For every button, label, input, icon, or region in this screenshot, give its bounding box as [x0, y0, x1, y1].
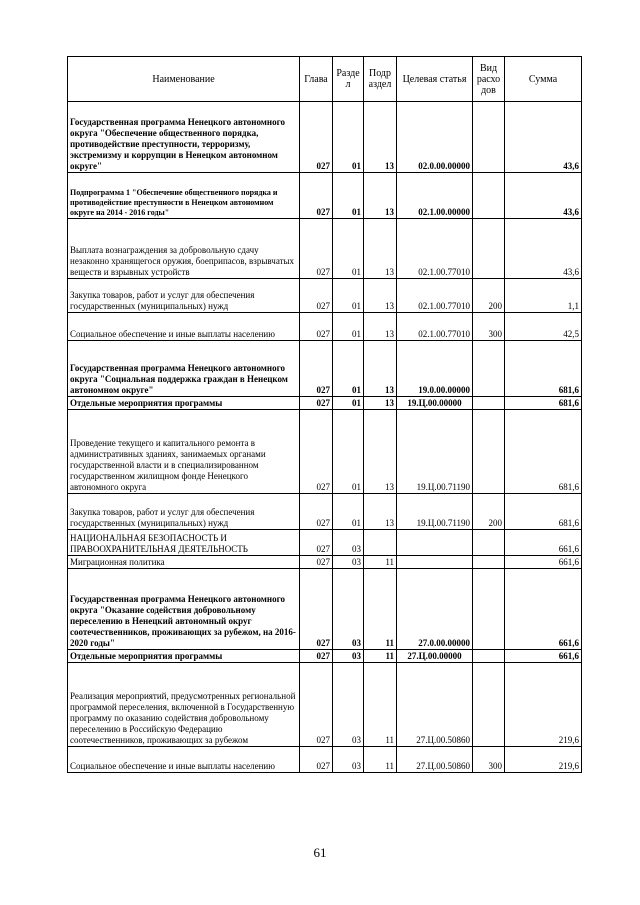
row-subsection: 13 [364, 279, 397, 313]
row-chapter: 027 [300, 102, 333, 173]
row-name: Выплата вознаграждения за добровольную сдачу незаконно хранящегося оружия, боеприпасов, взрывчатых веществ и взрывных устройств [68, 219, 300, 279]
row-chapter: 027 [300, 569, 333, 650]
row-subsection: 11 [364, 747, 397, 773]
row-sum: 681,6 [505, 494, 582, 530]
row-sum: 219,6 [505, 663, 582, 747]
row-subsection: 13 [364, 173, 397, 219]
table-row [68, 397, 582, 410]
row-name: Государственная программа Ненецкого автономного округа "Обеспечение общественного порядка, противодействие преступности, терроризму, экстремизму и коррупции в Ненецком автономном округе" [68, 102, 300, 173]
row-name: Социальное обеспечение и иные выплаты населению [68, 747, 300, 773]
row-exp-type [473, 102, 505, 173]
row-chapter: 027 [300, 747, 333, 773]
row-section: 01 [333, 494, 364, 530]
header-target: Целевая статья [397, 57, 473, 102]
row-section: 03 [333, 530, 364, 556]
row-name: Проведение текущего и капитального ремонта в административных зданиях, занимаемых органами государственной власти и в специализированном государственном жилищном фонде Ненецкого автономного округа [68, 410, 300, 494]
table-row [68, 410, 582, 494]
row-chapter: 027 [300, 530, 333, 556]
row-subsection [364, 530, 397, 556]
table-row [68, 219, 582, 279]
row-target: 02.0.00.00000 [397, 102, 473, 173]
table-row [68, 569, 582, 650]
row-section: 01 [333, 313, 364, 341]
row-name: Подпрограмма 1 "Обеспечение общественного порядка и противодействие преступности в Ненецком автономном округе на 2014 - 2016 годы" [68, 173, 300, 219]
row-subsection: 11 [364, 556, 397, 569]
row-sum: 661,6 [505, 569, 582, 650]
table-row [68, 530, 582, 556]
row-subsection: 13 [364, 219, 397, 279]
row-exp-type: 300 [473, 747, 505, 773]
budget-table [67, 56, 582, 773]
row-target: 02.1.00.77010 [397, 313, 473, 341]
row-name: Миграционная политика [68, 556, 300, 569]
row-sum: 43,6 [505, 219, 582, 279]
row-subsection: 13 [364, 313, 397, 341]
row-chapter: 027 [300, 663, 333, 747]
row-sum: 681,6 [505, 410, 582, 494]
row-target: 19.Ц.00.00000 [397, 397, 473, 410]
row-target: 27.0.00.00000 [397, 569, 473, 650]
row-target: 02.1.00.77010 [397, 219, 473, 279]
row-section: 03 [333, 650, 364, 663]
table-row [68, 556, 582, 569]
header-sum: Сумма [505, 57, 582, 102]
row-section: 01 [333, 397, 364, 410]
row-section: 01 [333, 102, 364, 173]
header-section: Разде л [333, 57, 364, 102]
row-chapter: 027 [300, 219, 333, 279]
row-target: 27.Ц.00.00000 [397, 650, 473, 663]
table-row [68, 663, 582, 747]
row-sum: 681,6 [505, 341, 582, 397]
row-subsection: 13 [364, 410, 397, 494]
row-chapter: 027 [300, 279, 333, 313]
row-subsection: 11 [364, 569, 397, 650]
row-target: 02.1.00.00000 [397, 173, 473, 219]
table-row [68, 650, 582, 663]
row-exp-type: 300 [473, 313, 505, 341]
row-chapter: 027 [300, 341, 333, 397]
row-target [397, 530, 473, 556]
row-sum: 661,6 [505, 556, 582, 569]
row-subsection: 13 [364, 494, 397, 530]
row-name: Социальное обеспечение и иные выплаты населению [68, 313, 300, 341]
row-sum: 661,6 [505, 530, 582, 556]
row-sum: 43,6 [505, 102, 582, 173]
row-name: Государственная программа Ненецкого автономного округа "Оказание содействия добровольному переселению в Ненецкий автономный округ соотечественников, проживающих за рубежом, на 2016-2020 годы" [68, 569, 300, 650]
row-section: 01 [333, 410, 364, 494]
table-row [68, 341, 582, 397]
row-exp-type: 200 [473, 494, 505, 530]
row-chapter: 027 [300, 556, 333, 569]
row-exp-type [473, 219, 505, 279]
row-section: 01 [333, 341, 364, 397]
row-exp-type [473, 556, 505, 569]
row-target: 19.Ц.00.71190 [397, 410, 473, 494]
row-exp-type [473, 530, 505, 556]
row-name: Реализация мероприятий, предусмотренных региональной программой переселения, включенной в Государственную программу по оказанию содействия добровольному переселению в Российскую Федерацию соотечественников, проживающих за рубежом [68, 663, 300, 747]
header-name: Наименование [68, 57, 300, 102]
row-exp-type [473, 650, 505, 663]
row-exp-type [473, 341, 505, 397]
header-chapter: Глава [300, 57, 333, 102]
row-section: 01 [333, 173, 364, 219]
row-chapter: 027 [300, 494, 333, 530]
row-exp-type [473, 173, 505, 219]
row-section: 03 [333, 663, 364, 747]
row-exp-type [473, 663, 505, 747]
row-chapter: 027 [300, 313, 333, 341]
row-name: Закупка товаров, работ и услуг для обеспечения государственных (муниципальных) нужд [68, 279, 300, 313]
table-row [68, 494, 582, 530]
row-name: Отдельные мероприятия программы [68, 650, 300, 663]
row-chapter: 027 [300, 173, 333, 219]
row-exp-type [473, 410, 505, 494]
row-target: 02.1.00.77010 [397, 279, 473, 313]
row-section: 03 [333, 569, 364, 650]
row-exp-type [473, 569, 505, 650]
row-chapter: 027 [300, 410, 333, 494]
row-target: 19.Ц.00.71190 [397, 494, 473, 530]
table-row [68, 173, 582, 219]
table-row [68, 102, 582, 173]
row-sum: 1,1 [505, 279, 582, 313]
row-target: 19.0.00.00000 [397, 341, 473, 397]
row-subsection: 13 [364, 341, 397, 397]
row-section: 01 [333, 279, 364, 313]
row-sum: 661,6 [505, 650, 582, 663]
row-name: НАЦИОНАЛЬНАЯ БЕЗОПАСНОСТЬ И ПРАВООХРАНИТЕЛЬНАЯ ДЕЯТЕЛЬНОСТЬ [68, 530, 300, 556]
row-exp-type: 200 [473, 279, 505, 313]
page-number: 61 [313, 845, 327, 860]
row-target [397, 556, 473, 569]
row-chapter: 027 [300, 650, 333, 663]
row-section: 03 [333, 747, 364, 773]
row-sum: 42,5 [505, 313, 582, 341]
row-sum: 681,6 [505, 397, 582, 410]
row-subsection: 11 [364, 650, 397, 663]
row-subsection: 13 [364, 102, 397, 173]
row-name: Закупка товаров, работ и услуг для обеспечения государственных (муниципальных) нужд [68, 494, 300, 530]
row-name: Государственная программа Ненецкого автономного округа "Социальная поддержка граждан в Ненецком автономном округе" [68, 341, 300, 397]
row-sum: 43,6 [505, 173, 582, 219]
table-row [68, 747, 582, 773]
row-exp-type [473, 397, 505, 410]
row-subsection: 13 [364, 397, 397, 410]
table-row [68, 279, 582, 313]
row-chapter: 027 [300, 397, 333, 410]
row-sum: 219,6 [505, 747, 582, 773]
header-exp-type: Вид расхо дов [473, 57, 505, 102]
header-subsection: Подр аздел [364, 57, 397, 102]
row-subsection: 11 [364, 663, 397, 747]
row-section: 03 [333, 556, 364, 569]
row-target: 27.Ц.00.50860 [397, 747, 473, 773]
row-section: 01 [333, 219, 364, 279]
table-row [68, 313, 582, 341]
table-header-row [68, 57, 582, 102]
row-target: 27.Ц.00.50860 [397, 663, 473, 747]
row-name: Отдельные мероприятия программы [68, 397, 300, 410]
